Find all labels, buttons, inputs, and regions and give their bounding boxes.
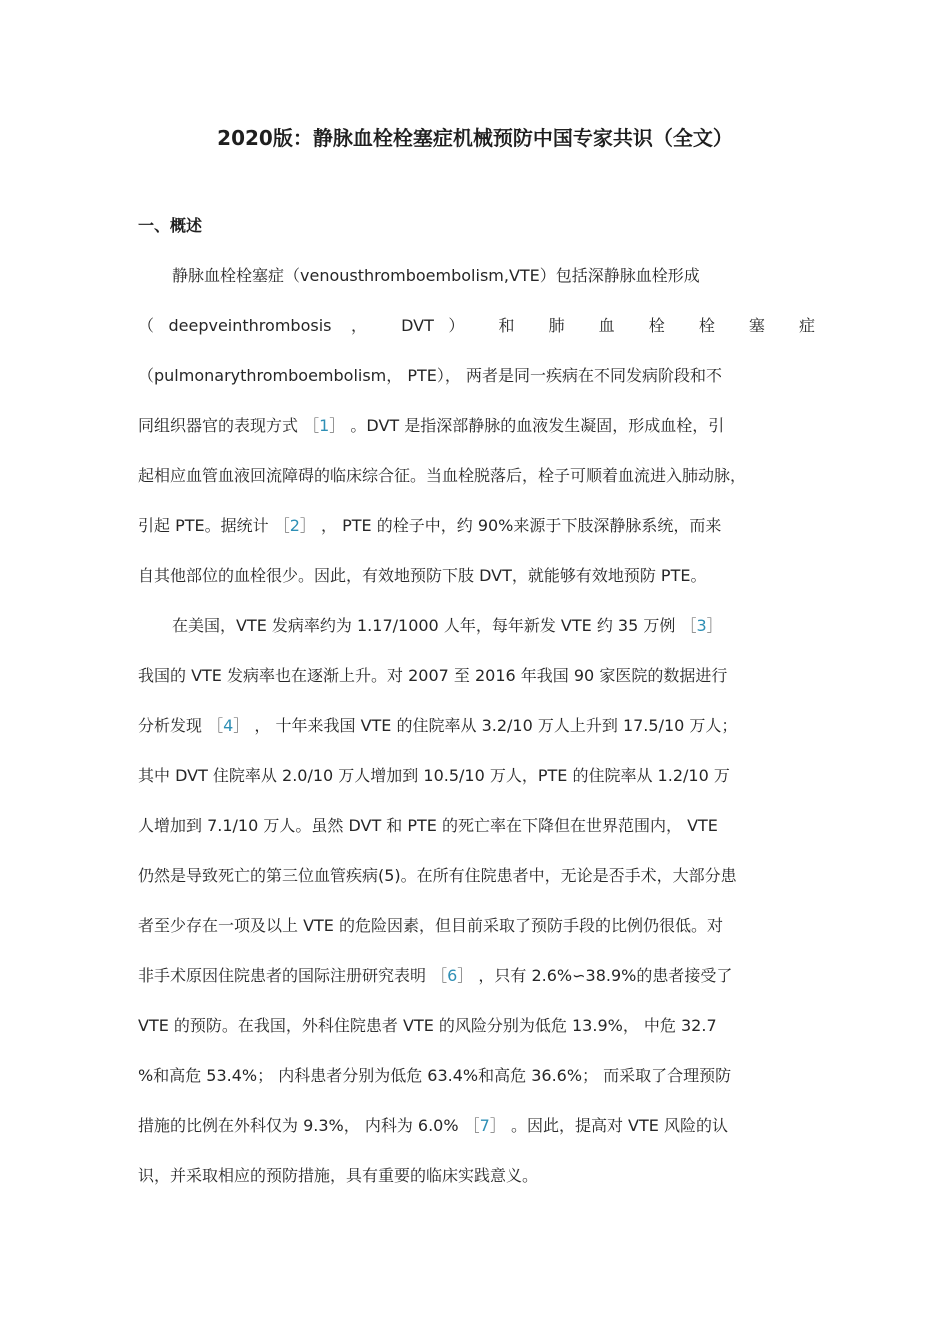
document-title: 2020版：静脉血栓栓塞症机械预防中国专家共识（全文） (217, 126, 733, 150)
paragraph-2-line-10: %和高危 53.4%； 内科患者分别为低危 63.4%和高危 36.6%； 而采取了合理预防 (138, 1066, 732, 1085)
paragraph-1-line-7: 自其他部位的血栓很少。因此，有效地预防下肢 DVT，就能够有效地预防 PTE。 (138, 566, 707, 585)
paragraph-2-line-1: 在美国，VTE 发病率约为 1.17/1000 人年，每年新发 VTE 约 35 万例 ［3］ (172, 616, 723, 635)
paragraph-1-line-3: （pulmonarythromboembolism， PTE）， 两者是同一疾病在不同发病阶段和不 (138, 366, 722, 385)
reference-link[interactable]: 1 (319, 416, 330, 435)
paragraph-2-line-2: 我国的 VTE 发病率也在逐渐上升。对 2007 至 2016 年我国 90 家医院的数据进行 (138, 666, 728, 685)
paragraph-2-line-3: 分析发现 ［4］ ， 十年来我国 VTE 的住院率从 3.2/10 万人上升到 17.5/10 万人； (138, 716, 738, 735)
paragraph-2-line-9: VTE 的预防。在我国，外科住院患者 VTE 的风险分别为低危 13.9%， 中危 32.7 (138, 1016, 717, 1035)
paragraph-1-line-2: （deepveinthrombosis ， DVT） 和 肺 血 栓 栓 塞 症 (138, 316, 815, 335)
reference-link[interactable]: 2 (289, 516, 300, 535)
reference-link[interactable]: 7 (479, 1116, 490, 1135)
reference-link[interactable]: 3 (696, 616, 707, 635)
paragraph-2-line-11: 措施的比例在外科仅为 9.3%， 内科为 6.0% ［7］ 。因此，提高对 VTE 风险的认 (138, 1116, 728, 1135)
paragraph-1-line-4: 同组织器官的表现方式 ［1］ 。DVT 是指深部静脉的血液发生凝固，形成血栓，引 (138, 416, 725, 435)
paragraph-1-line-1: 静脉血栓栓塞症（venousthromboembolism,VTE）包括深静脉血栓形成 (172, 266, 700, 285)
paragraph-2-line-4: 其中 DVT 住院率从 2.0/10 万人增加到 10.5/10 万人，PTE 的住院率从 1.2/10 万 (138, 766, 730, 785)
paragraph-2-line-8: 非手术原因住院患者的国际注册研究表明 ［6］ ，只有 2.6%∽38.9%的患者接受了 (138, 966, 733, 985)
paragraph-2-line-12: 识，并采取相应的预防措施，具有重要的临床实践意义。 (138, 1166, 539, 1185)
paragraph-1-line-5: 起相应血管血液回流障碍的临床综合征。当血栓脱落后，栓子可顺着血流进入肺动脉， (138, 466, 747, 485)
paragraph-2-line-7: 者至少存在一项及以上 VTE 的危险因素，但目前采取了预防手段的比例仍很低。对 (138, 916, 724, 935)
paragraph-1-line-6: 引起 PTE。据统计 ［2］ ， PTE 的栓子中，约 90%来源于下肢深静脉系统，而来 (138, 516, 722, 535)
reference-link[interactable]: 6 (447, 966, 458, 985)
paragraph-2-line-6: 仍然是导致死亡的第三位血管疾病(5)。在所有住院患者中，无论是否手术，大部分患 (138, 866, 737, 885)
reference-link[interactable]: 4 (223, 716, 234, 735)
paragraph-2-line-5: 人增加到 7.1/10 万人。虽然 DVT 和 PTE 的死亡率在下降但在世界范围内， VTE (138, 816, 718, 835)
section-heading: 一、概述 (138, 216, 203, 235)
